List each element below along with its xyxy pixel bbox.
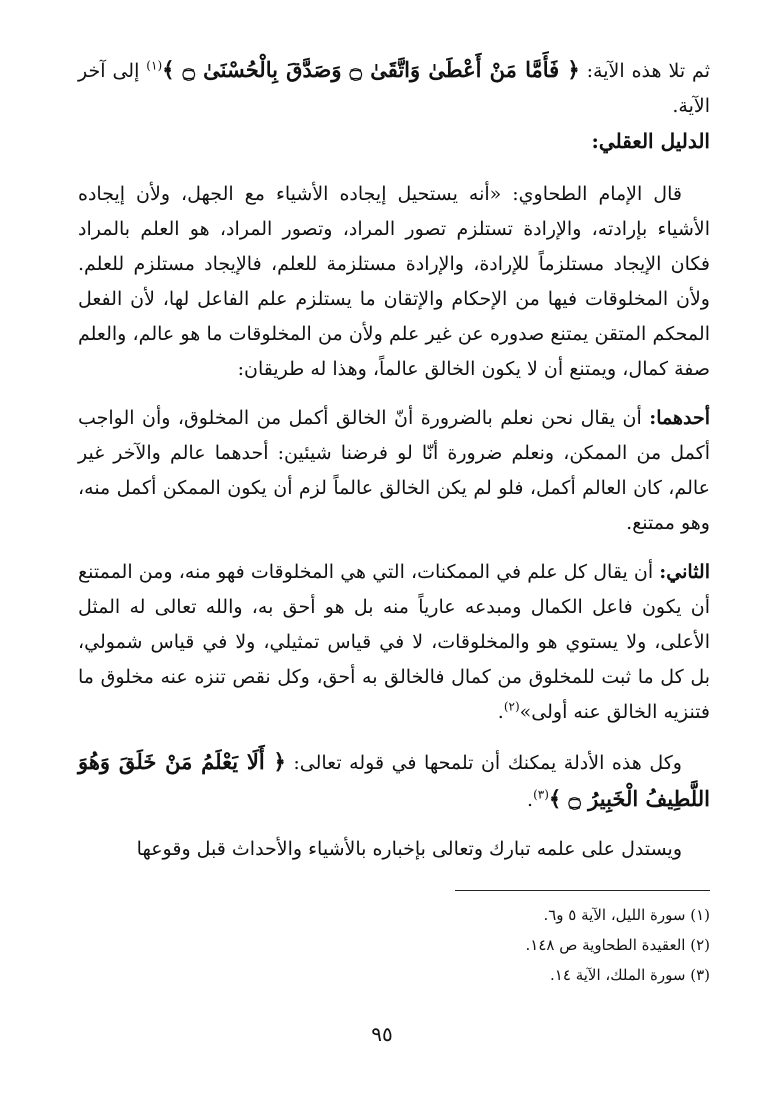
footnote-separator: [455, 890, 710, 891]
footnote-ref: (١): [146, 58, 163, 73]
quran-verse: ﴿ أَلَا يَعْلَمُ مَنْ خَلَقَ وَهُوَ اللَّطِيفُ الْخَبِيرُ ۝ ﴾: [78, 749, 710, 811]
second-method-text: أن يقال كل علم في الممكنات، التي هي المخلوقات فهو منه، ومن الممتنع أن يكون فاعل الكمال ومبدعه عارياً منه بل هو أحق به، والله تعالى له المثل الأعلى، ولا يستوي هو والمخلوقات، لا في قياس تمثيلي، ولا في قياس شمولي، بل كل ما ثبت للمخلوق من كمال فالخالق به أحق، وكل نقص تنزه عنه مخلوق ما فتنزيه الخالق عنه أولى»: [78, 561, 710, 723]
last-paragraph: ويستدل على علمه تبارك وتعالى بإخباره بالأشياء والأحداث قبل وقوعها: [136, 838, 682, 860]
second-method-label: الثاني:: [659, 561, 710, 583]
intro-text: ثم تلا هذه الآية:: [579, 60, 710, 82]
quran-verse: ﴿ فَأَمَّا مَنْ أَعْطَىٰ وَاتَّقَىٰ ۝ وَصَدَّقَ بِالْحُسْنَىٰ ۝ ﴾: [162, 57, 580, 82]
page-number: ٩٥: [371, 1022, 393, 1046]
quote-paragraph: قال الإمام الطحاوي: «أنه يستحيل إيجاده الأشياء مع الجهل، ولأن إيجاده الأشياء بإرادته، والإرادة تستلزم تصور المراد، وتصور المراد، هو العلم بالمراد فكان الإيجاد مستلزماً للإرادة، والإرادة مستلزمة للعلم، فالإيجاد مستلزم للعلم. ولأن المخلوقات فيها من الإحكام والإتقان ما يستلزم علم الفاعل لها، لأن الفعل المحكم المتقن يمتنع صدوره عن غير علم ولأن من المخلوقات ما هو عالم، والعلم صفة كمال، ويمتنع أن لا يكون الخالق عالماً، وهذا له طريقان:: [78, 183, 710, 380]
footnote-2: (٢) العقيدة الطحاوية ص ١٤٨.: [525, 936, 710, 954]
evidence-text: وكل هذه الأدلة يمكنك أن تلمحها في قوله تعالى:: [285, 752, 682, 774]
evidence-end: .: [527, 789, 534, 811]
intro-paragraph: [78, 52, 710, 124]
footnote-1: (١) سورة الليل، الآية ٥ و٦.: [543, 906, 710, 924]
evidence-paragraph: [78, 744, 710, 818]
footnote-ref: (٣): [533, 787, 549, 802]
main-text: [78, 52, 710, 867]
second-method-paragraph: [78, 555, 710, 730]
first-method-label: أحدهما:: [649, 407, 710, 429]
first-method-text: أن يقال نحن نعلم بالضرورة أنّ الخالق أكمل من المخلوق، وأن الواجب أكمل من الممكن، ونعلم ضرورة أنّا لو فرضنا شيئين: أحدهما عالم والآخر غير عالم، كان العالم أكمل، فلو لم يكن الخالق عالماً لزم أن يكون الممكن أكمل منه، وهو ممتنع.: [78, 407, 710, 534]
first-method-paragraph: [78, 401, 710, 541]
intro-end: إلى آخر الآية.: [78, 60, 710, 117]
section-heading: الدليل العقلي:: [591, 129, 710, 153]
footnote-3: (٣) سورة الملك، الآية ١٤.: [550, 966, 710, 984]
second-method-end: .: [497, 701, 504, 723]
footnote-ref: (٢): [503, 699, 520, 714]
footnotes: [78, 900, 710, 990]
